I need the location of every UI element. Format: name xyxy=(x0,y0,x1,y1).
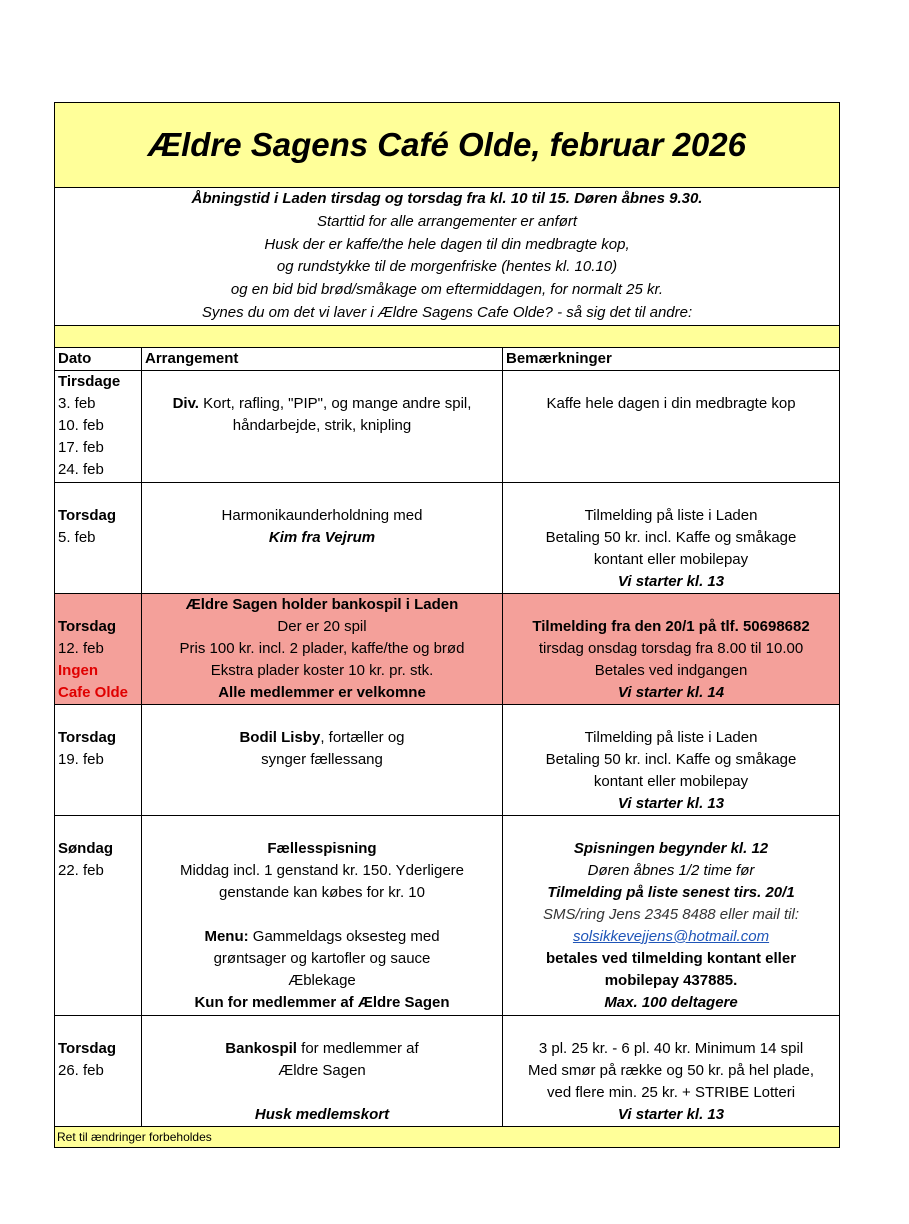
event-line: Husk medlemskort xyxy=(254,1105,390,1123)
event-cell xyxy=(142,704,503,815)
date-label: 10. feb xyxy=(58,416,104,434)
date-label: 26. feb xyxy=(58,1061,104,1079)
note-line: betales ved tilmelding kontant eller xyxy=(545,949,797,967)
note-line: Max. 100 deltagere xyxy=(604,993,738,1011)
note-line: Spisningen begynder kl. 12 xyxy=(573,839,769,857)
notice-label: Ingen xyxy=(58,661,98,679)
event-line: Æblekage xyxy=(288,971,356,989)
table-row xyxy=(55,1015,840,1126)
date-label: 17. feb xyxy=(58,438,104,456)
day-label: Søndag xyxy=(58,839,113,857)
notes-cell xyxy=(503,593,840,704)
table-row xyxy=(55,704,840,815)
intro-line: og rundstykke til de morgenfriske (hentes kl. 10.10) xyxy=(276,258,618,276)
note-line: Tilmelding på liste i Laden xyxy=(584,506,758,524)
note-line: SMS/ring Jens 2345 8488 eller mail til: xyxy=(543,905,799,923)
email-line xyxy=(503,926,839,948)
date-label: 22. feb xyxy=(58,861,104,879)
start-time: Vi starter kl. 13 xyxy=(617,572,725,590)
event-cell xyxy=(142,1015,503,1126)
table-row xyxy=(55,482,840,593)
table-row xyxy=(55,370,840,482)
day-label: Torsdag xyxy=(58,728,117,746)
column-header-date: Dato xyxy=(55,347,142,370)
intro-line: Synes du om det vi laver i Ældre Sagens Cafe Olde? - så sig det til andre: xyxy=(201,303,693,321)
event-line: Der er 20 spil xyxy=(277,617,367,635)
event-line: Fællesspisning xyxy=(267,839,377,857)
note-line: Betaling 50 kr. incl. Kaffe og småkage xyxy=(545,528,797,546)
notes-cell xyxy=(503,704,840,815)
start-time: Vi starter kl. 14 xyxy=(617,683,725,701)
event-cell xyxy=(142,593,503,704)
date-label: 12. feb xyxy=(58,639,104,657)
event-cell xyxy=(142,482,503,593)
column-header-notes: Bemærkninger xyxy=(503,347,840,370)
note-line: Kaffe hele dagen i din medbragte kop xyxy=(546,394,796,412)
intro-line: Husk der er kaffe/the hele dagen til din medbragte kop, xyxy=(264,235,630,253)
start-time: Vi starter kl. 13 xyxy=(617,794,725,812)
date-label: 3. feb xyxy=(58,394,96,412)
event-cell xyxy=(142,815,503,1015)
intro-row xyxy=(55,188,840,326)
note-line: kontant eller mobilepay xyxy=(593,772,749,790)
date-cell xyxy=(55,815,142,1015)
intro-line: og en bid bid brød/småkage om eftermiddagen, for normalt 25 kr. xyxy=(230,281,664,299)
notice-label: Cafe Olde xyxy=(58,683,129,701)
date-label: 5. feb xyxy=(58,528,96,546)
date-cell xyxy=(55,482,142,593)
event-line: synger fællessang xyxy=(261,750,383,768)
date-label: 24. feb xyxy=(58,460,104,478)
note-line: kontant eller mobilepay xyxy=(593,550,749,568)
note-line: 3 pl. 25 kr. - 6 pl. 40 kr. Minimum 14 spil xyxy=(538,1039,804,1057)
event-line: Middag incl. 1 genstand kr. 150. Yderligere xyxy=(179,861,465,879)
start-time: Vi starter kl. 13 xyxy=(617,1105,725,1123)
event-line: grøntsager og kartofler og sauce xyxy=(213,949,431,967)
notes-cell xyxy=(503,482,840,593)
menu-line: Menu: Gammeldags oksesteg med xyxy=(204,927,440,945)
notes-cell xyxy=(503,815,840,1015)
event-line: Bodil Lisby, fortæller og xyxy=(239,728,405,746)
day-label: Torsdag xyxy=(58,617,117,635)
event-line: Pris 100 kr. incl. 2 plader, kaffe/the og brød xyxy=(179,639,465,657)
spacer xyxy=(55,325,840,347)
intro-line: Starttid for alle arrangementer er anført xyxy=(316,212,578,230)
day-label: Torsdag xyxy=(58,506,117,524)
page-title: Ældre Sagens Café Olde, februar 2026 xyxy=(55,103,840,188)
notes-cell xyxy=(503,1015,840,1126)
footer-row xyxy=(55,1126,840,1147)
event-line: Harmonikaunderholdning med xyxy=(221,506,423,524)
date-cell xyxy=(55,370,142,482)
table-row-highlight xyxy=(55,593,840,704)
table-row xyxy=(55,815,840,1015)
note-line: tirsdag onsdag torsdag fra 8.00 til 10.00 xyxy=(538,639,804,657)
event-line: Div. Kort, rafling, "PIP", og mange andre spil, xyxy=(172,394,472,412)
column-header-event: Arrangement xyxy=(142,347,503,370)
note-line: Tilmelding på liste i Laden xyxy=(584,728,758,746)
event-line: genstande kan købes for kr. 10 xyxy=(219,883,425,901)
opening-hours: Åbningstid i Laden tirsdag og torsdag fra kl. 10 til 15. Døren åbnes 9.30. xyxy=(191,190,703,207)
date-cell xyxy=(55,704,142,815)
note-line: Døren åbnes 1/2 time før xyxy=(587,861,755,879)
note-line: Tilmelding fra den 20/1 på tlf. 50698682 xyxy=(532,617,810,635)
email-link[interactable]: solsikkevejjens@hotmail.com xyxy=(572,927,770,945)
day-label: Torsdag xyxy=(58,1039,117,1057)
note-line: ved flere min. 25 kr. + STRIBE Lotteri xyxy=(547,1083,796,1101)
event-line: Bankospil for medlemmer af xyxy=(225,1039,419,1057)
date-label: 19. feb xyxy=(58,750,104,768)
note-line: mobilepay 437885. xyxy=(604,971,738,989)
day-label: Tirsdage xyxy=(58,372,121,390)
event-line: Alle medlemmer er velkomne xyxy=(218,683,426,701)
event-line: Ældre Sagen xyxy=(278,1061,366,1079)
event-cell xyxy=(142,370,503,482)
schedule-table xyxy=(54,102,840,1148)
note-line: Med smør på række og 50 kr. på hel plade, xyxy=(528,1061,814,1079)
yellow-spacer-row xyxy=(55,325,840,347)
event-line: Ældre Sagen holder bankospil i Laden xyxy=(185,595,459,613)
footer-note: Ret til ændringer forbeholdes xyxy=(55,1126,840,1147)
performer-name: Kim fra Vejrum xyxy=(268,528,376,546)
event-line: Ekstra plader koster 10 kr. pr. stk. xyxy=(210,661,434,679)
event-line: håndarbejde, strik, knipling xyxy=(232,416,412,434)
note-line: Betaling 50 kr. incl. Kaffe og småkage xyxy=(545,750,797,768)
date-cell xyxy=(55,1015,142,1126)
intro-block xyxy=(55,188,840,326)
header-row xyxy=(55,347,840,370)
note-line: Tilmelding på liste senest tirs. 20/1 xyxy=(547,883,795,901)
notes-cell xyxy=(503,370,840,482)
date-cell xyxy=(55,593,142,704)
title-row xyxy=(55,103,840,188)
event-line: Kun for medlemmer af Ældre Sagen xyxy=(194,993,450,1011)
note-line: Betales ved indgangen xyxy=(594,661,748,679)
